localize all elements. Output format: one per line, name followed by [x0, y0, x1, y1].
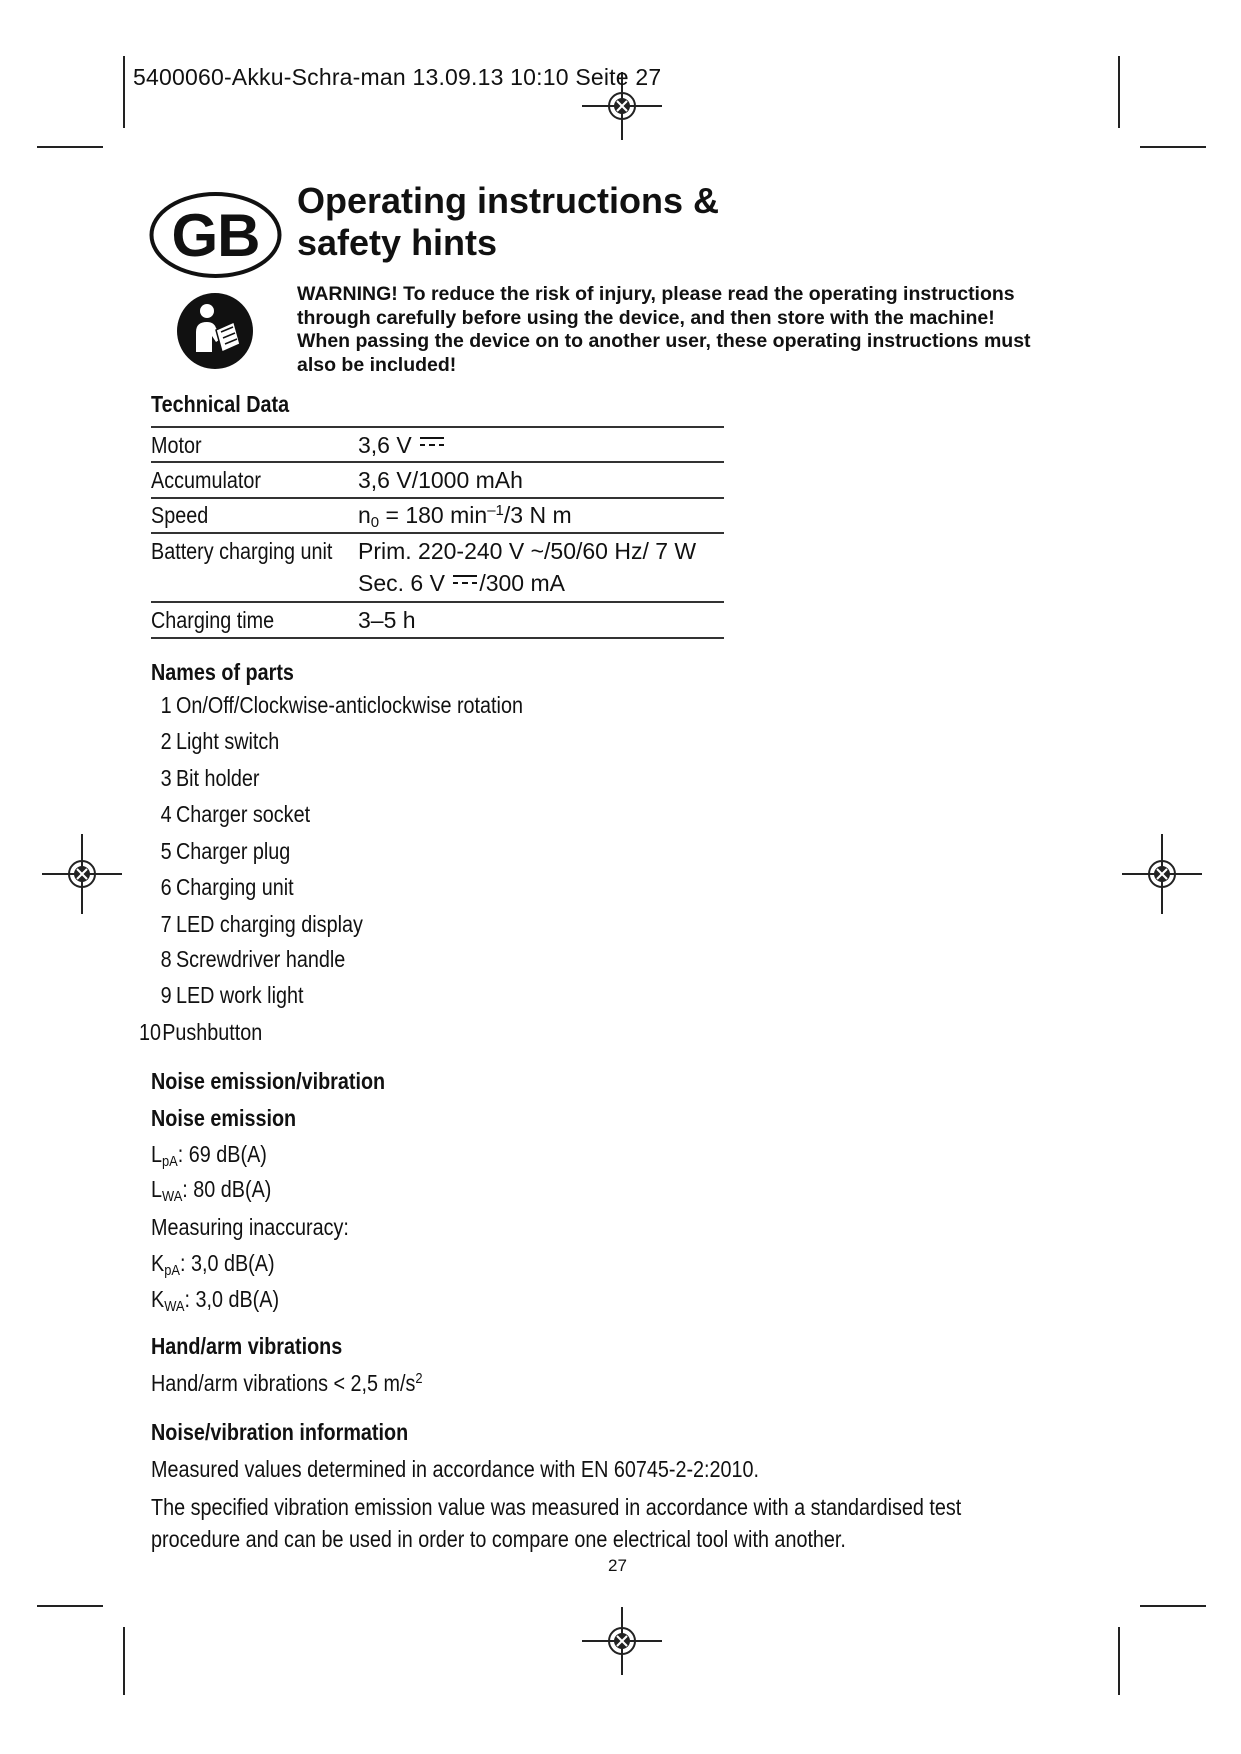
- speed-torque: /3 N m: [503, 502, 572, 528]
- part-label: LED work light: [175, 982, 304, 1008]
- title-line: safety hints: [297, 222, 498, 263]
- charger-secondary-voltage: Sec. 6 V: [358, 570, 445, 596]
- part-label: LED charging display: [175, 911, 363, 937]
- title-line: Operating instructions &: [297, 180, 720, 221]
- direct-current-icon: [451, 573, 479, 587]
- kpa-text: : 3,0 dB(A): [179, 1250, 275, 1276]
- speed-symbol: n: [358, 502, 371, 528]
- lpa-value: [151, 1141, 267, 1170]
- kwa-value: [151, 1286, 279, 1315]
- crop-mark: [123, 56, 125, 128]
- warning-line: When passing the device on to another user, these operating instructions must: [297, 330, 1031, 352]
- lpa-symbol: L: [151, 1141, 163, 1167]
- part-number: 1: [160, 692, 172, 718]
- warning-line: through carefully before using the device, and then store with the machine!: [297, 306, 995, 329]
- country-badge: GB: [171, 201, 260, 269]
- speed-subscript: 0: [370, 514, 380, 531]
- registration-mark-icon: [42, 834, 122, 914]
- part-number: 6: [160, 874, 172, 900]
- part-label: Charging unit: [175, 874, 294, 900]
- part-number: 10: [139, 1019, 162, 1045]
- speed-rpm: = 180 min: [379, 502, 488, 528]
- crop-mark: [37, 146, 103, 148]
- kpa-subscript: pA: [164, 1262, 180, 1279]
- motor-voltage: 3,6 V: [358, 432, 412, 458]
- charger-label: Battery charging unit: [151, 538, 333, 564]
- lpa-text: : 69 dB(A): [177, 1141, 267, 1167]
- lwa-value: [151, 1176, 271, 1205]
- warning-line: WARNING! To reduce the risk of injury, please read the operating instructions: [297, 283, 1015, 305]
- kpa-symbol: K: [151, 1250, 165, 1276]
- table-rule: [151, 497, 724, 499]
- hand-arm-vibrations-heading: Hand/arm vibrations: [151, 1333, 343, 1359]
- registration-mark-icon: [582, 1601, 662, 1681]
- noise-vibration-heading: Noise emission/vibration: [151, 1068, 386, 1094]
- page-title: [297, 180, 777, 264]
- warning-text: [297, 283, 1097, 377]
- direct-current-icon: [418, 435, 446, 449]
- read-manual-icon: [176, 292, 254, 370]
- vibration-text: Hand/arm vibrations < 2,5 m/s: [151, 1370, 416, 1396]
- speed-exponent: –1: [487, 502, 504, 519]
- crop-mark: [1140, 1605, 1206, 1607]
- part-label: Light switch: [175, 728, 280, 754]
- noise-emission-heading: Noise emission: [151, 1105, 297, 1131]
- lwa-symbol: L: [151, 1176, 163, 1202]
- list-item: [151, 728, 279, 755]
- part-label: Screwdriver handle: [175, 946, 346, 972]
- list-item: [151, 946, 345, 973]
- kwa-text: : 3,0 dB(A): [184, 1286, 280, 1312]
- table-rule: [151, 461, 724, 463]
- part-label: Bit holder: [175, 765, 260, 791]
- list-item: [151, 982, 303, 1009]
- table-rule: [151, 601, 724, 603]
- part-number: 9: [160, 982, 172, 1008]
- crop-mark: [1118, 56, 1120, 128]
- charging-time-label: Charging time: [151, 607, 275, 633]
- hand-arm-vibrations-value: [151, 1370, 423, 1397]
- part-number: 2: [160, 728, 172, 754]
- accumulator-value: 3,6 V/1000 mAh: [358, 467, 523, 493]
- list-item: [151, 692, 523, 719]
- charging-time-value: 3–5 h: [358, 607, 416, 633]
- crop-mark: [37, 1605, 103, 1607]
- crop-mark: [1118, 1627, 1120, 1695]
- info-paragraph-line: procedure and can be used in order to compare one electrical tool with another.: [151, 1526, 846, 1552]
- speed-value: [358, 502, 572, 531]
- speed-label: Speed: [151, 502, 209, 528]
- table-rule: [151, 532, 724, 534]
- lwa-text: : 80 dB(A): [182, 1176, 272, 1202]
- table-rule: [151, 637, 724, 639]
- motor-value: [358, 432, 446, 459]
- list-item: [151, 801, 310, 828]
- part-number: 3: [160, 765, 172, 791]
- crop-mark: [123, 1627, 125, 1695]
- part-label: Charger socket: [175, 801, 311, 827]
- charger-secondary: [358, 570, 565, 597]
- part-label: On/Off/Clockwise-anticlockwise rotation: [175, 692, 523, 718]
- part-number: 8: [160, 946, 172, 972]
- part-number: 7: [160, 911, 172, 937]
- motor-label: Motor: [151, 432, 202, 458]
- list-item: [151, 874, 294, 901]
- table-rule: [151, 426, 724, 428]
- part-number: 4: [160, 801, 172, 827]
- names-of-parts-heading: Names of parts: [151, 659, 294, 685]
- charger-primary: Prim. 220-240 V ~/50/60 Hz/ 7 W: [358, 538, 697, 564]
- accumulator-label: Accumulator: [151, 467, 261, 493]
- list-item: [139, 1019, 262, 1046]
- page-number: 27: [608, 1556, 627, 1575]
- registration-mark-icon: [1122, 834, 1202, 914]
- part-label: Pushbutton: [162, 1019, 263, 1045]
- charger-secondary-current: /300 mA: [479, 570, 565, 596]
- vibration-exponent: 2: [415, 1370, 423, 1387]
- warning-line: also be included!: [297, 353, 457, 376]
- crop-mark: [1140, 146, 1206, 148]
- kwa-symbol: K: [151, 1286, 165, 1312]
- part-number: 5: [160, 838, 172, 864]
- lwa-subscript: WA: [162, 1188, 183, 1205]
- lpa-subscript: pA: [162, 1153, 178, 1170]
- list-item: [151, 838, 290, 865]
- info-paragraph-line: The specified vibration emission value was measured in accordance with a standardised test: [151, 1494, 962, 1520]
- list-item: [151, 911, 363, 938]
- measuring-inaccuracy-label: Measuring inaccuracy:: [151, 1214, 349, 1240]
- kwa-subscript: WA: [164, 1298, 185, 1315]
- info-paragraph-line: Measured values determined in accordance with EN 60745-2-2:2010.: [151, 1456, 760, 1482]
- noise-vibration-info-heading: Noise/vibration information: [151, 1419, 409, 1445]
- part-label: Charger plug: [175, 838, 291, 864]
- print-header: 5400060-Akku-Schra-man 13.09.13 10:10 Seite 27: [133, 64, 662, 90]
- kpa-value: [151, 1250, 275, 1279]
- list-item: [151, 765, 260, 792]
- technical-data-heading: Technical Data: [151, 391, 290, 417]
